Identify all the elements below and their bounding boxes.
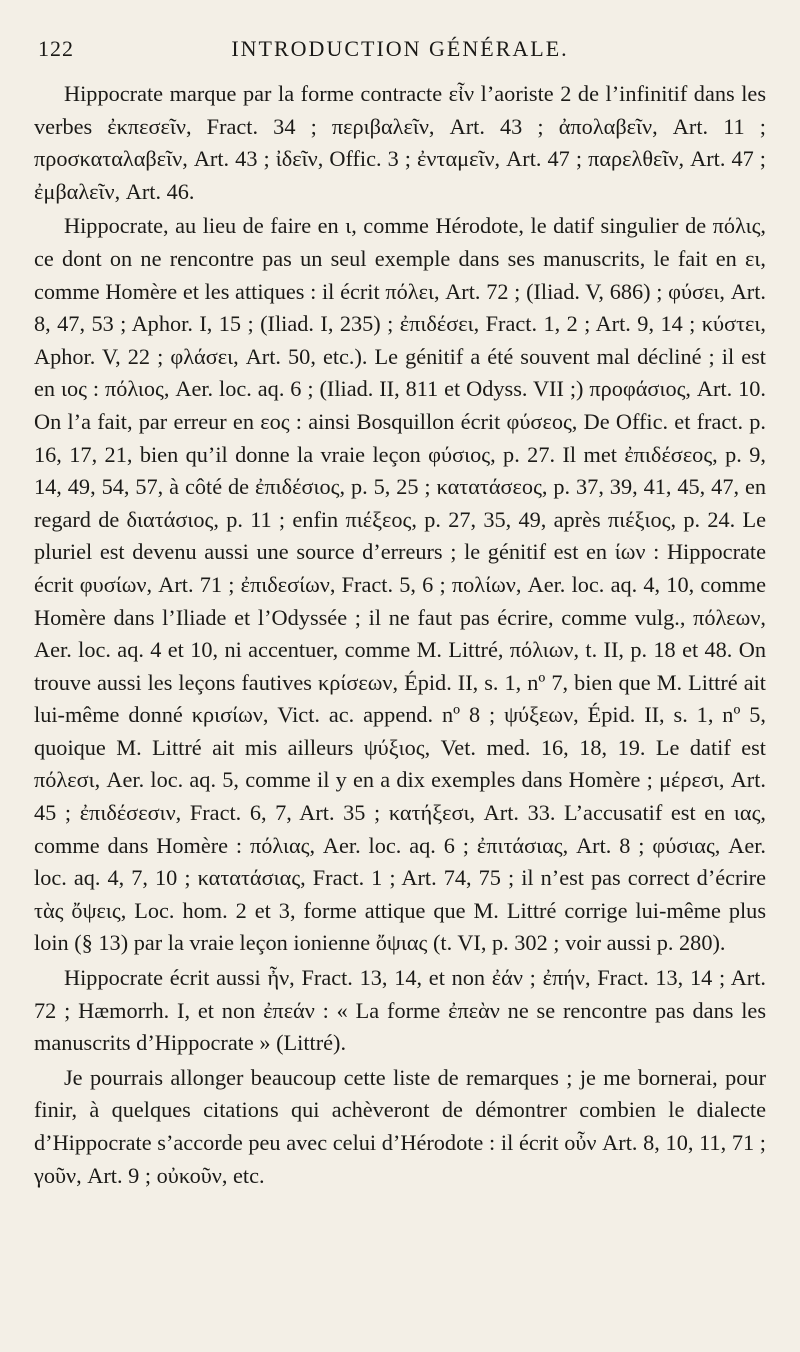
paragraph-ean-epean: Hippocrate écrit aussi ἦν, Fract. 13, 14, et non ἐάν ; ἐπήν, Fract. 13, 14 ; Art. 72 ; Hæmorrh. I, et non ἐπεάν : « La forme ἐπεὰν ne se rencontre pas dans les manuscrits d’Hippocrate » (Littré). <box>34 965 766 1056</box>
running-title: INTRODUCTION GÉNÉRALE. <box>231 36 569 61</box>
paragraph-closing-remarks: Je pourrais allonger beaucoup cette liste de remarques ; je me bornerai, pour finir, à quelques citations qui achèveront de démontrer combien le dialecte d’Hippocrate s’accorde peu avec celui d’Hérodote : il écrit οὖν Art. 8, 10, 11, 71 ; γοῦν, Art. 9 ; οὐκοῦν, etc. <box>34 1064 766 1188</box>
paragraph-aorist-infinitive: Hippocrate marque par la forme contracte εἶν l’aoriste 2 de l’infinitif dans les verbes ἐκπεσεῖν, Fract. 34 ; περιβαλεῖν, Art. 43 ; ἀπολαβεῖν, Art. 11 ; προσκαταλαβεῖν, Art. 43 ; ἰδεῖν, Offic. 3 ; ἐνταμεῖν, Art. 47 ; παρελθεῖν, Art. 47 ; ἐμβαλεῖν, Art. 46. <box>34 81 766 204</box>
page-header <box>34 32 766 72</box>
paragraph-declension-polis: Hippocrate, au lieu de faire en ι, comme Hérodote, le datif singulier de πόλις, ce dont on ne rencontre pas un seul exemple dans ses manuscrits, le fait en ει, comme Homère et les attiques : il écrit πόλει, Art. 72 ; (Iliad. V, 686) ; φύσει, Art. 8, 47, 53 ; Aphor. I, 15 ; (Iliad. I, 235) ; ἐπιδέσει, Fract. 1, 2 ; Art. 9, 14 ; κύστει, Aphor. V, 22 ; φλάσει, Art. 50, etc.). Le génitif a été souvent mal décliné ; il est en ιος : πόλιος, Aer. loc. aq. 6 ; (Iliad. II, 811 et Odyss. VII ;) προφάσιος, Art. 10. On l’a fait, par erreur en εος : ainsi Bosquillon écrit φύσεος, De Offic. et fract. p. 16, 17, 21, bien qu’il donne la vraie leçon φύσιος, p. 27. Il met ἐπιδέσεος, p. 9, 14, 49, 54, 57, à côté de ἐπιδέσιος, p. 5, 25 ; κατατάσεος, p. 37, 39, 41, 45, 47, en regard de διατάσιος, p. 11 ; enfin πιέξεος, p. 27, 35, 49, après πιέξιος, p. 24. Le pluriel est devenu aussi une source d’erreurs ; le génitif est en ίων : Hippocrate écrit φυσίων, Art. 71 ; ἐπιδεσίων, Fract. 5, 6 ; πολίων, Aer. loc. aq. 4, 10, comme Homère dans l’Iliade et l’Odyssée ; il ne faut pas écrire, comme vulg., πόλεων, Aer. loc. aq. 4 et 10, ni accentuer, comme M. Littré, πόλιων, t. II, p. 18 et 48. On trouve aussi les leçons fautives κρίσεων, Épid. II, s. 1, nº 7, bien que M. Littré ait lui-même donné κρισίων, Vict. ac. append. nº 8 ; ψύξεων, Épid. II, s. 1, nº 5, quoique M. Littré ait mis ailleurs ψύξιος, Vet. med. 16, 18, 19. Le datif est πόλεσι, Aer. loc. aq. 5, comme il y en a dix exemples dans Homère ; μέρεσι, Art. 45 ; ἐπιδέσεσιν, Fract. 6, 7, Art. 35 ; κατήξεσι, Art. 33. L’accusatif est en ιας, comme dans Homère : πόλιας, Aer. loc. aq. 6 ; ἐπιτάσιας, Art. 8 ; φύσιας, Aer. loc. aq. 4, 7, 10 ; κατατάσιας, Fract. 1 ; Art. 74, 75 ; il n’est pas correct d’écrire τὰς ὄψεις, Loc. hom. 2 et 3, forme attique que M. Littré corrige lui-même plus loin (§ 13) par la vraie leçon ionienne ὄψιας (t. VI, p. 302 ; voir aussi p. 280). <box>34 213 766 956</box>
page-number: 122 <box>38 36 74 61</box>
page-body <box>34 78 766 1192</box>
